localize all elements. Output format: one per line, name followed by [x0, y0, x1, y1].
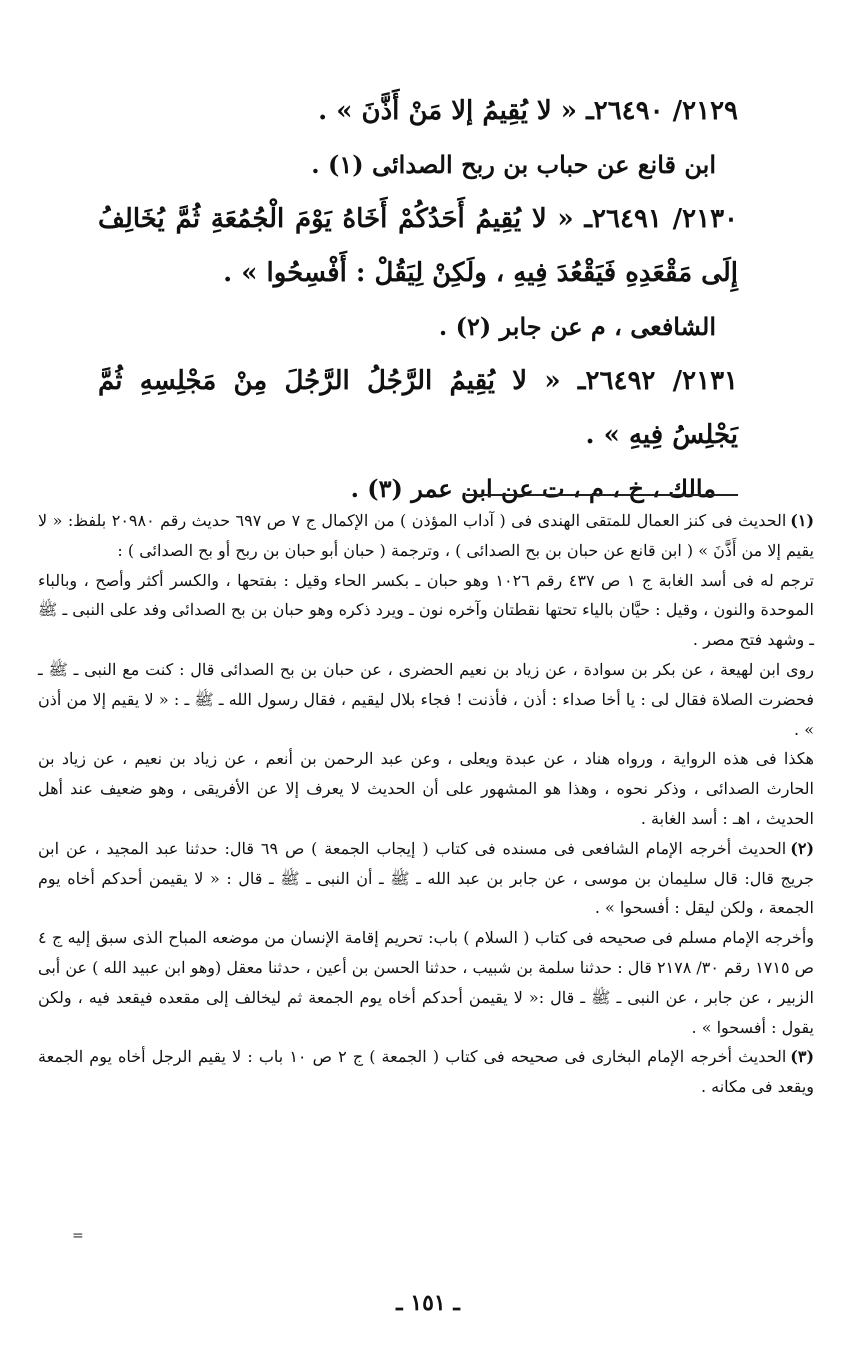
hadith-number: ٢١٢٩/ ٢٦٤٩٠ـ	[586, 96, 738, 126]
footnote-paragraph: وأخرجه الإمام مسلم فى صحيحه فى كتاب ( السلام ) باب: تحريم إقامة الإنسان من موضعه المباح الذى سبق إليه ج ٤ ص ١٧١٥ رقم ٣٠/ ٢١٧٨ قال : حدثنا سلمة بن شبيب ، حدثنا الحسن بن أعين ، حدثنا معقل (وهو ابن عبيد الله ) عن أبى الزبير ، عن جابر ، عن النبى ـ ﷺ ـ قال :« لا يقيمن أحدكم أخاه يوم الجمعة ثم ليخالف إلى مقعده فيقعد فيه ، ولكن يقول : أفسحوا » .	[38, 928, 814, 1037]
hadith-entries	[98, 84, 738, 516]
footnote-mark: (١)	[790, 511, 815, 530]
hadith-text	[98, 192, 738, 300]
hadith-number: ٢١٣٠/ ٢٦٤٩١ـ	[584, 204, 738, 234]
hadith-source: الشافعى ، م عن جابر (٢) .	[438, 312, 716, 341]
footnote-text: الحديث فى كنز العمال للمتقى الهندى فى ( آداب المؤذن ) من الإكمال ج ٧ ص ٦٩٧ حديث رقم ٢٠٩٨٠ بلفظ: « لا يقيم إلا من أَذَّنَ » ( ابن قانع عن حبان بن بح الصدائى ) ، وترجمة ( حبان أبو حبان بن ربح أو بح الصدائى ) :	[38, 511, 814, 560]
footnote-text: الحديث أخرجه الإمام البخارى فى صحيحه فى كتاب ( الجمعة ) ج ٢ ص ١٠ باب : لا يقيم الرجل أخاه يوم الجمعة ويقعد فى مكانه .	[38, 1047, 814, 1097]
footnote-paragraph: ترجم له فى أسد الغابة ج ١ ص ٤٣٧ رقم ١٠٢٦ وهو حبان ـ بكسر الحاء وقيل : بفتحها ، والكسر أكثر وأصح ، وبالباء الموحدة والنون ، وقيل : حيَّان بالياء تحتها نقطتان وآخره نون ـ ويرد ذكره وهو حبان بن بح الصدائى وفد على النبى ـ ﷺ ـ وشهد فتح مصر .	[38, 570, 814, 650]
pen-mark: =	[72, 1228, 84, 1244]
footnotes	[38, 506, 814, 1102]
footnote-paragraph	[38, 506, 814, 566]
hadith-number: ٢١٣١/ ٢٦٤٩٢ـ	[577, 366, 738, 396]
footnote-paragraph: هكذا فى هذه الرواية ، ورواه هناد ، عن عبدة ويعلى ، وعن عبد الرحمن بن أنعم ، عن زياد بن نعيم ، عن زياد بن الحارث الصدائى ، وذكر نحوه ، وهذا هو المشهور على أن الحديث لا يعرف إلا عن الأفريقى ، وهو ضعيف عند أهل الحديث ، اهـ : أسد الغابة .	[38, 749, 814, 828]
hadith-text	[98, 354, 738, 462]
footnote-paragraph: روى ابن لهيعة ، عن بكر بن سوادة ، عن زياد بن نعيم الحضرى ، عن حبان بن بح الصدائى قال : كنت مع النبى ـ ﷺ ـ فحضرت الصلاة فقال لى : يا أخا صداء : أذن ، فأذنت ! فجاء بلال ليقيم ، فقال رسول الله ـ ﷺ ـ : « لا يقيم إلا من أذن » .	[38, 659, 814, 739]
hadith-body: « لا يُقِيمُ أَحَدُكُمْ أَخَاهُ يَوْمَ الْجُمُعَةِ ثُمَّ يُخَالِفُ إِلَى مَقْعَدِهِ فَيَقْعُدَ فِيهِ ، ولَكِنْ لِيَقُلْ : أَفْسِحُوا » .	[98, 204, 738, 288]
hadith-body: « لا يُقِيمُ إلا مَنْ أَذَّنَ » .	[318, 96, 578, 126]
footnote-3	[38, 1042, 814, 1102]
hadith-body: « لا يُقِيمُ الرَّجُلُ الرَّجُلَ مِنْ مَجْلِسِهِ ثُمَّ يَجْلِسُ فِيهِ » .	[98, 366, 738, 450]
footnote-mark: (٣)	[790, 1047, 815, 1067]
page-number: ـ ١٥١ ـ	[396, 1290, 460, 1316]
footnote-text: الحديث أخرجه الإمام الشافعى فى مسنده فى كتاب ( إيجاب الجمعة ) ص ٦٩ قال: حدثنا عبد المجيد ، عن ابن جريج قال: قال سليمان بن موسى ، عن جابر بن عبد الله ـ ﷺ ـ أن النبى ـ ﷺ ـ قال : « لا يقيمن أحدكم أخاه يوم الجمعة ، ولكن ليقل : أفسحوا » .	[38, 838, 814, 918]
hadith-source: ابن قانع عن حباب بن ربح الصدائى (١) .	[311, 150, 716, 179]
footnote-paragraph	[38, 1042, 814, 1102]
footnote-2	[38, 834, 814, 1043]
hadith-text	[98, 84, 738, 138]
footnote-paragraph	[38, 834, 814, 923]
footnote-divider	[466, 494, 738, 496]
footnote-mark: (٢)	[790, 838, 815, 858]
hadith-source: مالك ، خ ، م ، ت عن ابن عمر (٣) .	[350, 474, 716, 503]
footnote-1	[38, 506, 814, 834]
